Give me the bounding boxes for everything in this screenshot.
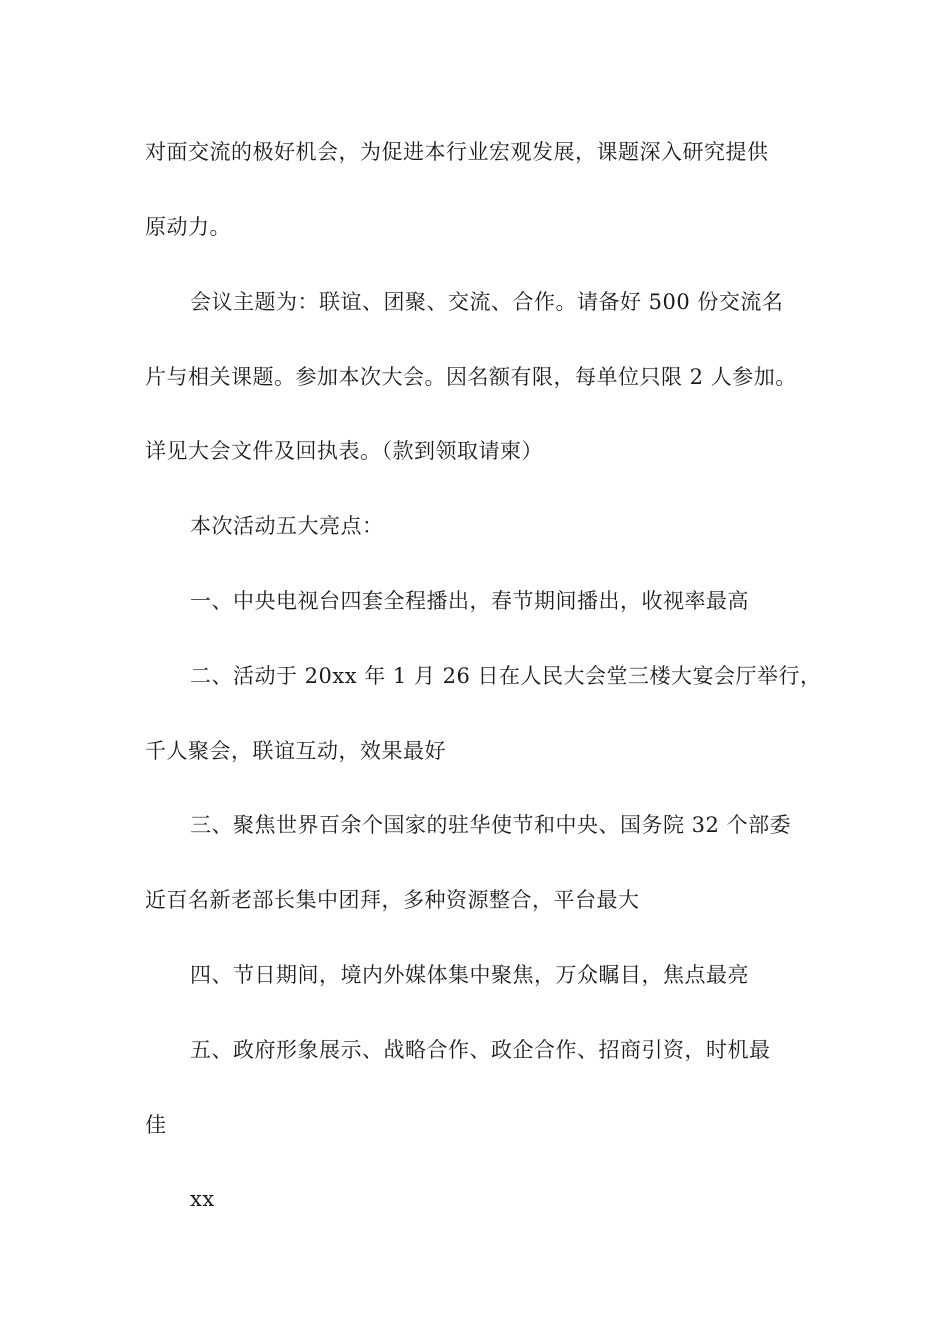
- paragraph-line: 会议主题为：联谊、团聚、交流、合作。请备好 500 份交流名: [190, 290, 784, 314]
- list-item: 五、政府形象展示、战略合作、政企合作、招商引资，时机最: [190, 1038, 771, 1062]
- paragraph-line: 片与相关课题。参加本次大会。因名额有限，每单位只限 2 人参加。: [145, 365, 797, 389]
- list-item-continuation: 近百名新老部长集中团拜，多种资源整合，平台最大: [145, 888, 640, 912]
- paragraph-line: 详见大会文件及回执表。（款到领取请柬）: [145, 439, 543, 463]
- list-item: 四、节日期间，境内外媒体集中聚焦，万众瞩目，焦点最亮: [190, 963, 749, 987]
- list-item-continuation: 佳: [145, 1113, 167, 1137]
- paragraph-line: 对面交流的极好机会，为促进本行业宏观发展，课题深入研究提供: [145, 140, 769, 164]
- list-item: 一、中央电视台四套全程播出，春节期间播出，收视率最高: [190, 589, 749, 613]
- list-item: 二、活动于 20xx 年 1 月 26 日在人民大会堂三楼大宴会厅举行，: [190, 664, 822, 688]
- signature-line: xx: [190, 1187, 215, 1211]
- section-heading: 本次活动五大亮点：: [190, 514, 384, 538]
- list-item-continuation: 千人聚会，联谊互动，效果最好: [145, 739, 446, 763]
- list-item: 三、聚焦世界百余个国家的驻华使节和中央、国务院 32 个部委: [190, 813, 792, 837]
- paragraph-line: 原动力。: [145, 215, 231, 239]
